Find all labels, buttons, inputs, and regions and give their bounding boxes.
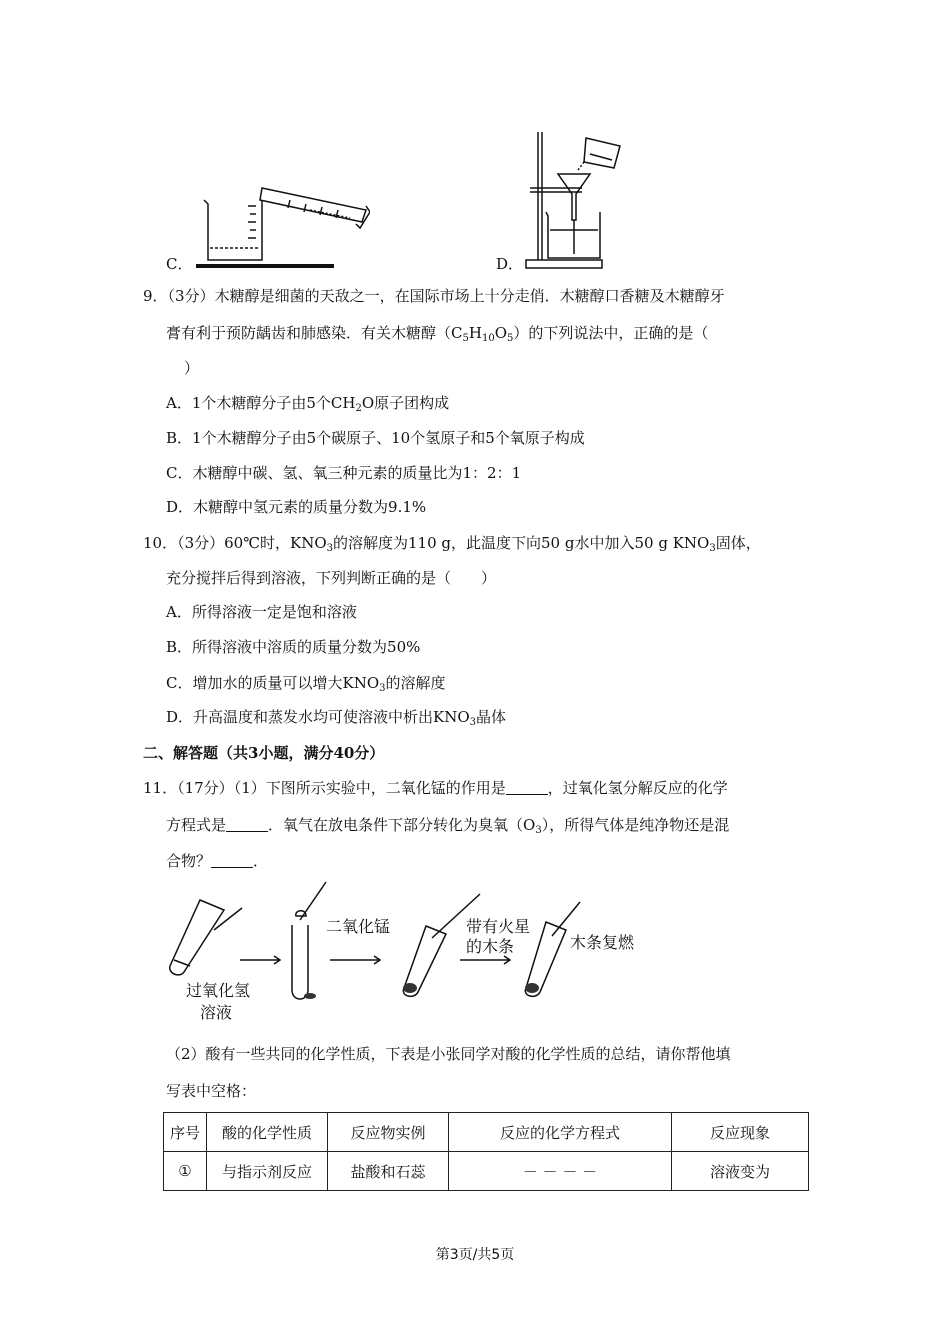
- option-text: 木糖醇中氢元素的质量分数为9.1%: [193, 498, 427, 516]
- q10-option-b: [166, 637, 420, 657]
- option-text: 所得溶液中溶质的质量分数为50%: [192, 638, 421, 656]
- option-c-figure: [190, 172, 370, 272]
- option-label: D．: [166, 708, 194, 726]
- q9-text-2b: ）的下列说法中，正确的是（: [513, 324, 709, 342]
- label-mno2: 二氧化锰: [326, 917, 391, 936]
- experiment-figure: [160, 880, 660, 1025]
- label-splint-1: 带有火星: [466, 917, 531, 936]
- q11-sub: 3: [535, 825, 542, 836]
- option-text: 木糖醇中碳、氢、氧三种元素的质量比为1：2：1: [192, 464, 522, 482]
- answer-blank[interactable]: [506, 779, 548, 795]
- q11-text: ），所得气体是纯净物还是混: [541, 816, 730, 834]
- section-heading: 二、解答题（共3小题，满分40分）: [143, 744, 385, 762]
- table-cell[interactable]: 溶液变为: [672, 1152, 809, 1191]
- table-header-row: [164, 1113, 809, 1152]
- table-header-cell: 反应现象: [672, 1113, 809, 1152]
- table-header-cell: 序号: [164, 1113, 207, 1152]
- table-row: [164, 1152, 809, 1191]
- option-d-figure: [520, 124, 630, 272]
- q11-text: ．氧气在放电条件下部分转化为臭氧（O: [268, 816, 536, 834]
- q10-text: 的溶解度为110 g，此温度下向50 g水中加入50 g KNO: [333, 534, 710, 552]
- q9-option-c: [166, 463, 521, 483]
- option-c-label: C．: [166, 255, 193, 273]
- q9-option-a: [166, 393, 449, 413]
- q11-text: （1）下图所示实验中，二氧化锰的作用是: [233, 779, 506, 797]
- option-text: 所得溶液一定是饱和溶液: [191, 603, 357, 621]
- q9-line2: [166, 323, 708, 343]
- label-h2o2: 过氧化氢: [186, 981, 251, 1000]
- q11-part2-line2: 写表中空格：: [166, 1082, 257, 1100]
- option-label: A．: [166, 603, 192, 621]
- answer-blank[interactable]: [226, 816, 268, 832]
- option-text: O原子团构成: [361, 394, 450, 412]
- q10-score: （3分）: [177, 534, 225, 552]
- option-text: 的溶解度: [385, 674, 446, 692]
- q11-number: 11．: [143, 779, 178, 797]
- page-footer: 第3页/共5页: [435, 1247, 515, 1263]
- q9-text-2a: 膏有利于预防龋齿和肺感染．有关木糖醇（C: [166, 324, 463, 342]
- q10-option-d: [166, 707, 506, 727]
- label-splint-2: 的木条: [466, 937, 515, 956]
- q9-text-1: 木糖醇是细菌的天敌之一，在国际市场上十分走俏．木糖醇口香糖及木糖醇牙: [214, 287, 725, 305]
- option-label: B．: [166, 638, 193, 656]
- option-d-label: D．: [496, 255, 524, 273]
- table-header-cell: 反应的化学方程式: [449, 1113, 672, 1152]
- option-text: 升高温度和蒸发水均可使溶液中析出KNO: [193, 708, 470, 726]
- table-cell: ①: [164, 1152, 207, 1191]
- q9-h: H: [468, 324, 482, 342]
- q9-sub-c: 5: [462, 333, 469, 344]
- table-cell: 盐酸和石蕊: [328, 1152, 449, 1191]
- q11-line1: [143, 778, 728, 798]
- option-label: C．: [166, 674, 193, 692]
- q10-text: 固体，: [715, 534, 761, 552]
- option-sub: 3: [379, 683, 386, 694]
- q11-line2: [166, 815, 729, 835]
- table-cell: 与指示剂反应: [207, 1152, 328, 1191]
- option-sub: 3: [469, 717, 477, 728]
- q10-line1: [143, 533, 761, 553]
- q11-text: ，过氧化氢分解反应的化学: [547, 779, 728, 797]
- q10-number: 10．: [143, 534, 178, 552]
- q9-line3: ）: [184, 359, 200, 377]
- q9-o: O: [494, 324, 507, 342]
- option-text: 增加水的质量可以增大KNO: [192, 674, 380, 692]
- q11-part2-line1: （2）酸有一些共同的化学性质，下表是小张同学对酸的化学性质的总结，请你帮他填: [166, 1045, 731, 1063]
- q10-text: 60℃时，KNO: [224, 534, 327, 552]
- option-sub: 2: [355, 403, 362, 414]
- option-label: D．: [166, 498, 194, 516]
- option-label: C．: [166, 464, 193, 482]
- option-text: 1个木糖醇分子由5个CH: [191, 394, 356, 412]
- q10-option-c: [166, 673, 446, 693]
- table-cell: － － － －: [449, 1152, 672, 1191]
- option-text: 晶体: [476, 708, 507, 726]
- answer-blank[interactable]: [211, 852, 253, 868]
- label-rekindle: 木条复燃: [570, 933, 635, 952]
- q9-score: （3分）: [167, 287, 215, 305]
- q11-line3: [166, 851, 268, 871]
- table-header-cell: 酸的化学性质: [207, 1113, 328, 1152]
- q9-option-b: [166, 428, 585, 448]
- q10-line2: 充分搅拌后得到溶液，下列判断正确的是（ ）: [166, 569, 497, 587]
- q9-line1: [143, 286, 725, 306]
- q9-sub-h: 10: [481, 333, 495, 344]
- q11-text: 合物？: [166, 852, 212, 870]
- q10-option-a: [166, 602, 357, 622]
- q10-sub: 3: [326, 543, 334, 554]
- acid-properties-table: [163, 1112, 809, 1191]
- q9-option-d: [166, 497, 426, 517]
- q11-text: ．: [253, 852, 269, 870]
- table-header-cell: 反应物实例: [328, 1113, 449, 1152]
- option-label: B．: [166, 429, 193, 447]
- option-label: A．: [166, 394, 192, 412]
- q11-text: 方程式是: [166, 816, 227, 834]
- option-text: 1个木糖醇分子由5个碳原子、10个氢原子和5个氧原子构成: [192, 429, 585, 447]
- q10-sub: 3: [709, 543, 716, 554]
- q11-score: （17分）: [177, 779, 234, 797]
- q9-sub-o: 5: [507, 333, 514, 344]
- label-h2o2-solution: 溶液: [200, 1003, 233, 1022]
- q9-number: 9．: [143, 287, 168, 305]
